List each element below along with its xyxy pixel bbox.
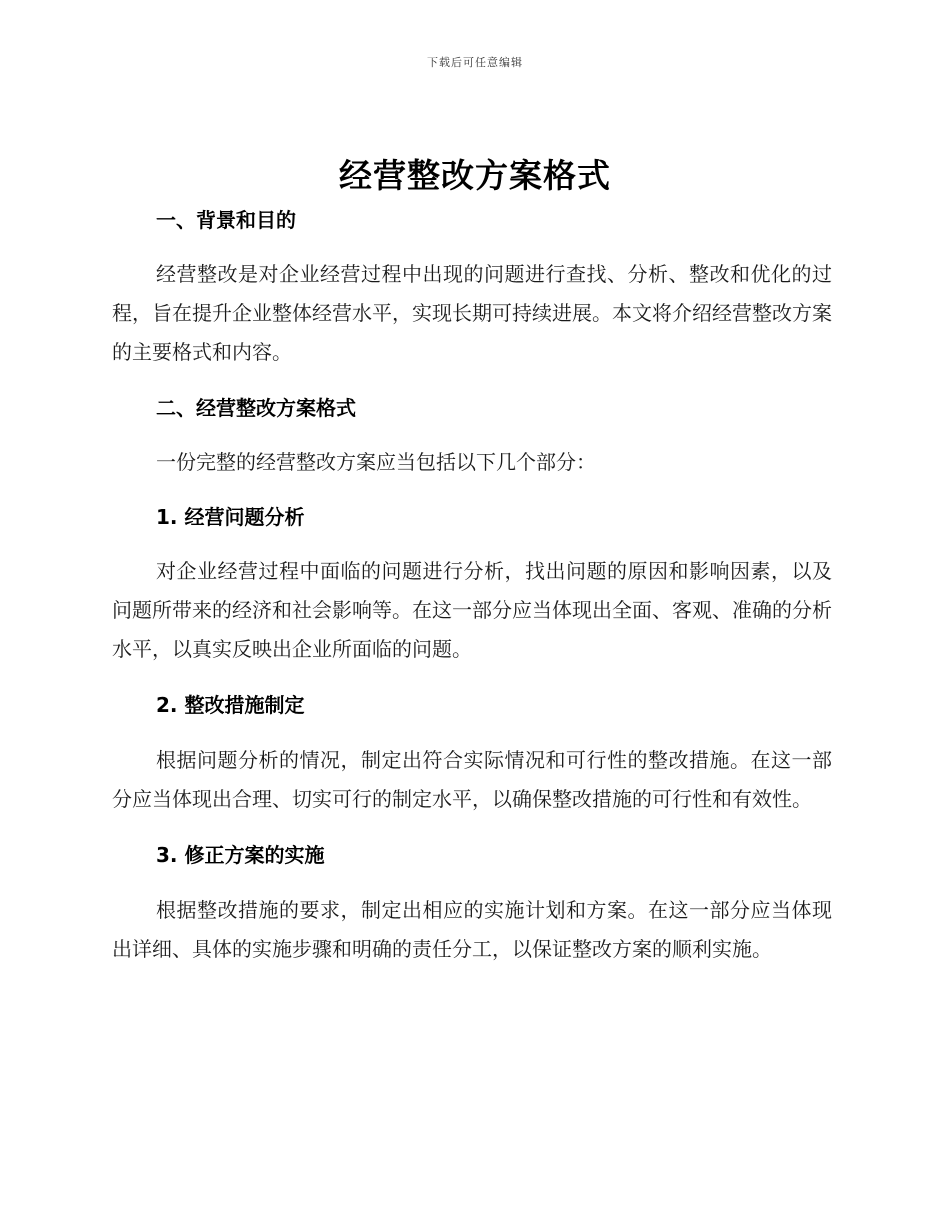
paragraph-implementation: 根据整改措施的要求，制定出相应的实施计划和方案。在这一部分应当体现出详细、具体的实施步骤和明确的责任分工，以保证整改方案的顺利实施。 xyxy=(112,898,832,961)
document-body xyxy=(112,205,832,969)
paragraph-background: 经营整改是对企业经营过程中出现的问题进行查找、分析、整改和优化的过程，旨在提升企业整体经营水平，实现长期可持续进展。本文将介绍经营整改方案的主要格式和内容。 xyxy=(112,262,832,364)
paragraph-format-intro: 一份完整的经营整改方案应当包括以下几个部分： xyxy=(156,450,596,474)
subheading-measures: 2. 整改措施制定 xyxy=(156,693,305,717)
subheading-problem-analysis: 1. 经营问题分析 xyxy=(156,505,305,529)
section-heading-background: 一、背景和目的 xyxy=(156,208,296,232)
subheading-implementation: 3. 修正方案的实施 xyxy=(156,843,325,867)
document-title: 经营整改方案格式 xyxy=(339,156,611,195)
paragraph-measures: 根据问题分析的情况，制定出符合实际情况和可行性的整改措施。在这一部分应当体现出合理、切实可行的制定水平，以确保整改措施的可行性和有效性。 xyxy=(112,748,832,811)
paragraph-problem-analysis: 对企业经营过程中面临的问题进行分析，找出问题的原因和影响因素，以及问题所带来的经济和社会影响等。在这一部分应当体现出全面、客观、准确的分析水平，以真实反映出企业所面临的问题。 xyxy=(112,559,832,661)
header-note: 下载后可任意编辑 xyxy=(427,56,523,69)
section-heading-format: 二、经营整改方案格式 xyxy=(156,396,356,420)
